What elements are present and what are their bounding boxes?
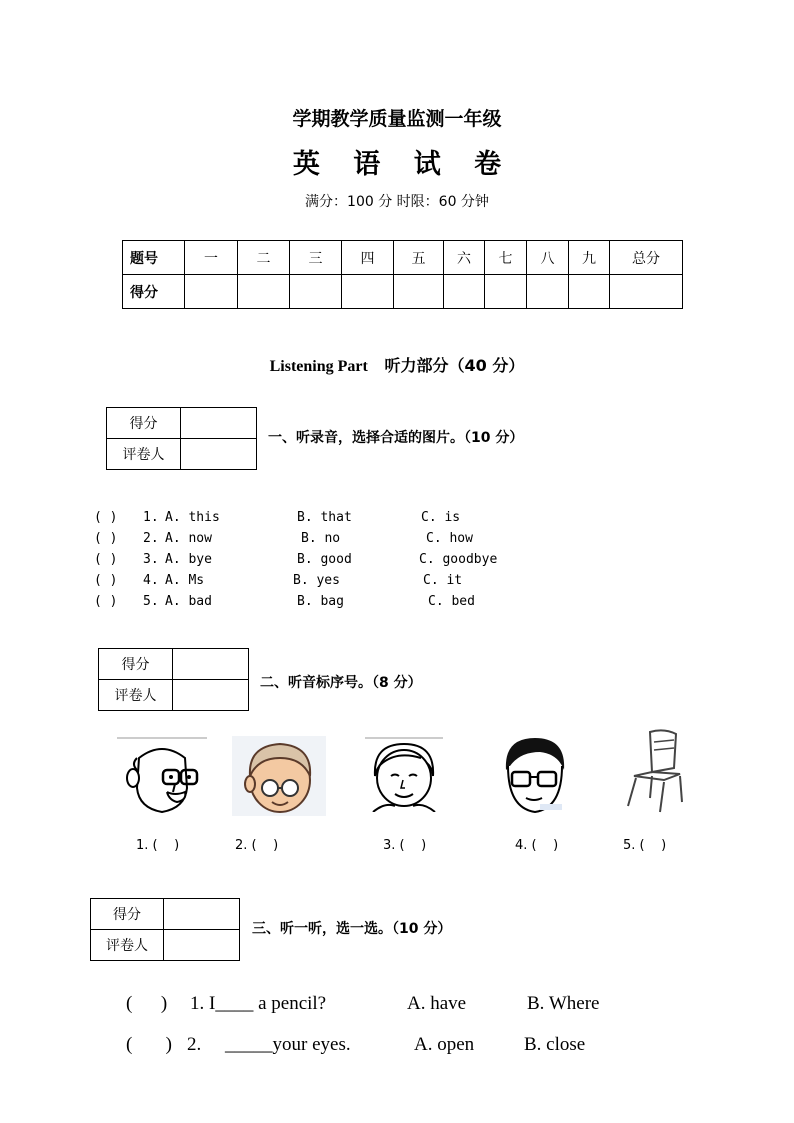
picture-label-5[interactable]: 5. ( ): [623, 838, 667, 853]
q3-2-blank[interactable]: ( ): [126, 1034, 172, 1055]
exam-title: 学期教学质量监测一年级: [292, 108, 502, 130]
question-number: 4.: [143, 573, 159, 588]
picture-label-1[interactable]: 1. ( ): [136, 838, 180, 853]
grader-label: 评卷人: [91, 930, 164, 961]
answer-blank[interactable]: ( ): [94, 573, 118, 588]
option-c: C. bed: [428, 594, 475, 609]
grandpa-icon: [117, 736, 207, 816]
grader-box: [90, 898, 240, 961]
option-c: C. is: [421, 510, 461, 525]
option-b: B. no: [301, 531, 341, 546]
score-table: [122, 240, 683, 309]
question-number: 2.: [143, 531, 159, 546]
score-field[interactable]: [164, 899, 240, 930]
q3-1-option-a: A. have: [407, 993, 467, 1014]
header-cell: 五: [394, 241, 444, 275]
score-cell[interactable]: [394, 275, 444, 309]
answer-blank[interactable]: ( ): [94, 531, 118, 546]
score-row-label: 得分: [123, 275, 185, 309]
section-3-title: 三、听一听，选一选。（10 分）: [252, 921, 452, 937]
score-cell[interactable]: [238, 275, 290, 309]
score-table-score-row: [123, 275, 683, 309]
header-cell: 七: [485, 241, 527, 275]
grader-box: [98, 648, 249, 711]
chair-icon: [624, 728, 688, 814]
option-b: B. bag: [297, 594, 344, 609]
option-a: A. Ms: [165, 573, 205, 588]
header-cell: 一: [185, 241, 238, 275]
option-a: A. bad: [165, 594, 212, 609]
score-cell[interactable]: [527, 275, 569, 309]
q3-2-option-a: A. open: [414, 1034, 475, 1055]
score-cell[interactable]: [290, 275, 342, 309]
grader-label: 评卷人: [107, 439, 181, 470]
picture-label-2[interactable]: 2. ( ): [235, 838, 279, 853]
score-cell[interactable]: [610, 275, 683, 309]
exam-meta: 满分：100 分 时限：60 分钟: [305, 194, 489, 210]
section-2-title: 二、听音标序号。（8 分）: [260, 675, 422, 691]
grader-field[interactable]: [173, 680, 249, 711]
score-table-header-row: [123, 241, 683, 275]
part-heading: [0, 353, 794, 376]
answer-blank[interactable]: ( ): [94, 552, 118, 567]
header-cell: 总分: [610, 241, 683, 275]
q3-1-blank[interactable]: ( ): [126, 993, 168, 1014]
question-number: 5.: [143, 594, 159, 609]
subject-title: 英 语 试 卷: [292, 149, 514, 180]
picture-label-4[interactable]: 4. ( ): [515, 838, 559, 853]
option-c: C. goodbye: [419, 552, 498, 567]
section-1-title: 一、听录音，选择合适的图片。（10 分）: [268, 430, 524, 446]
question-number: 1.: [143, 510, 159, 525]
score-field[interactable]: [181, 408, 257, 439]
score-cell[interactable]: [185, 275, 238, 309]
father-icon: [500, 736, 570, 816]
q3-1-stem: 1. I____ a pencil?: [190, 993, 327, 1014]
score-cell[interactable]: [342, 275, 394, 309]
answer-blank[interactable]: ( ): [94, 594, 118, 609]
header-cell: 四: [342, 241, 394, 275]
option-c: C. it: [423, 573, 463, 588]
score-label: 得分: [91, 899, 164, 930]
grader-label: 评卷人: [99, 680, 173, 711]
option-c: C. how: [426, 531, 473, 546]
score-label: 得分: [107, 408, 181, 439]
header-cell: 九: [569, 241, 610, 275]
answer-blank[interactable]: ( ): [94, 510, 118, 525]
grader-box: [106, 407, 257, 470]
grandma-icon: [232, 736, 326, 816]
score-cell[interactable]: [569, 275, 610, 309]
q3-2-option-b: B. close: [524, 1034, 586, 1055]
score-label: 得分: [99, 649, 173, 680]
option-a: A. this: [165, 510, 220, 525]
option-a: A. bye: [165, 552, 212, 567]
header-cell: 六: [444, 241, 485, 275]
header-cell: 三: [290, 241, 342, 275]
score-field[interactable]: [173, 649, 249, 680]
part-heading-en: Listening Part: [269, 358, 368, 375]
picture-label-3[interactable]: 3. ( ): [383, 838, 427, 853]
grader-field[interactable]: [181, 439, 257, 470]
question-number: 3.: [143, 552, 159, 567]
q3-2-stem: 2. _____your eyes.: [187, 1034, 351, 1055]
part-heading-zh: 听力部分（40 分）: [384, 356, 525, 375]
mother-icon: [365, 736, 443, 812]
q3-1-option-b: B. Where: [527, 993, 600, 1014]
header-cell: 二: [238, 241, 290, 275]
option-b: B. that: [297, 510, 352, 525]
option-a: A. now: [165, 531, 212, 546]
option-b: B. yes: [293, 573, 340, 588]
grader-field[interactable]: [164, 930, 240, 961]
option-b: B. good: [297, 552, 352, 567]
score-cell[interactable]: [444, 275, 485, 309]
header-cell: 八: [527, 241, 569, 275]
header-cell: 题号: [123, 241, 185, 275]
score-cell[interactable]: [485, 275, 527, 309]
